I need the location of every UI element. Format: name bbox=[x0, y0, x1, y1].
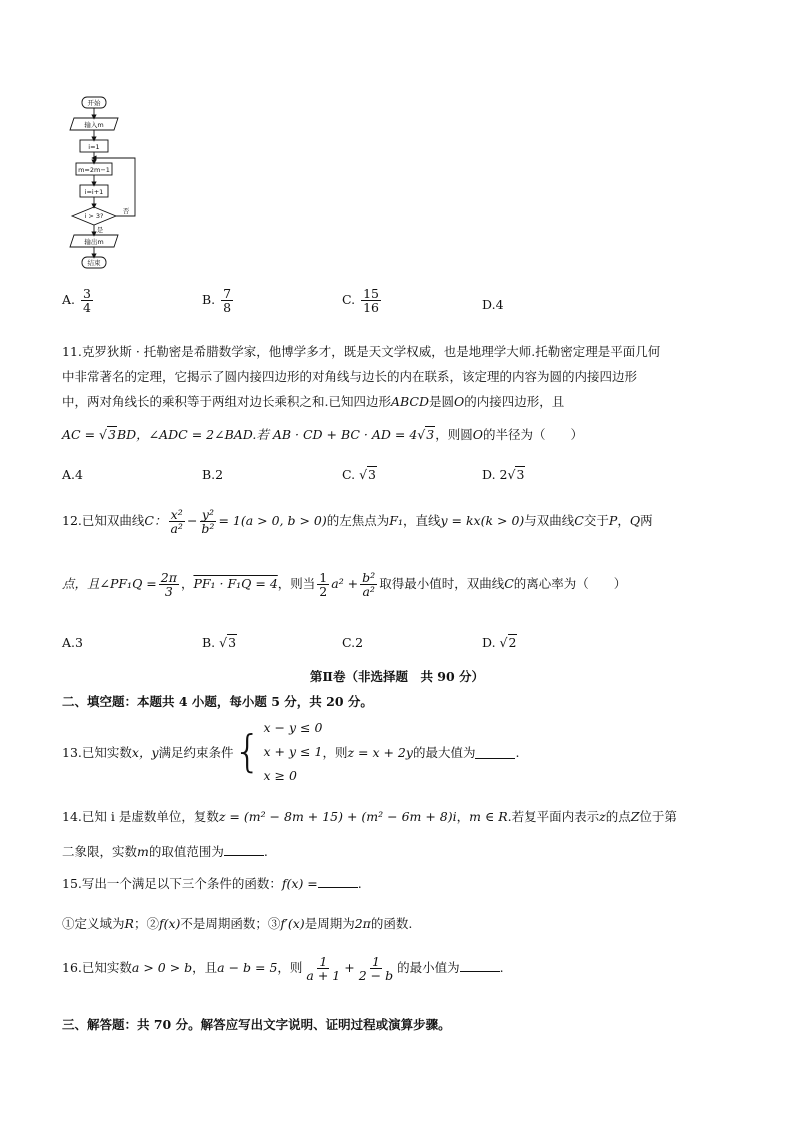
math: AC = bbox=[62, 427, 100, 442]
text: 的内接四边形，且 bbox=[464, 394, 565, 409]
option-value: 4 bbox=[495, 297, 504, 312]
q11-line1: 11.克罗狄斯 · 托勒密是希腊数学家，他博学多才，既是天文学权威，也是地理学大师.托勒密定理是平面几何 bbox=[62, 344, 661, 359]
frac-num: 3 bbox=[83, 286, 91, 301]
q11-option-c: C. √3 bbox=[342, 467, 376, 482]
frac-num: 7 bbox=[223, 286, 232, 301]
q11-line4: AC = √3BD，∠ADC = 2∠BAD.若 AB · CD + BC · AD = 4√3，则圆O的半径为（ ） bbox=[62, 427, 583, 442]
section3-heading: 三、解答题：共 70 分。解答应写出文字说明、证明过程或演算步骤。 bbox=[62, 1017, 451, 1032]
frac-den: 16 bbox=[363, 300, 379, 316]
frac-den: 4 bbox=[83, 300, 91, 316]
flow-no-text: 否 bbox=[122, 207, 130, 215]
q15-line1: 15.写出一个满足以下三个条件的函数：f(x) = . bbox=[62, 876, 362, 891]
flow-init-text: i=1 bbox=[88, 143, 100, 151]
q14-line2: 二象限，实数m的取值范围为 . bbox=[62, 844, 268, 859]
flow-start-text: 开始 bbox=[87, 99, 101, 107]
q12-option-a: A.3 bbox=[62, 635, 83, 650]
flow-input-text: 输入m bbox=[84, 121, 104, 129]
q13: 13.已知实数 x，y 满足约束条件 { x − y ≤ 0 x + y ≤ 1 x ≥ 0 ，则 z = x + 2y 的最大值为 . bbox=[62, 720, 520, 783]
math: O bbox=[472, 427, 483, 442]
q10-option-b bbox=[202, 287, 235, 314]
flow-update-i-text: i=i+1 bbox=[84, 188, 104, 196]
blank bbox=[475, 746, 515, 759]
q11-option-d: D. 2√3 bbox=[482, 467, 525, 482]
blank bbox=[224, 843, 264, 856]
q10-option-a bbox=[62, 287, 95, 314]
q12-line2: 点，且∠PF₁Q = $\frac{2\pi}{3}$ ，PF₁ · F₁Q = 4，则当 $\frac{1}{2}$ a² + $\frac{\text{b²}}{\text{a²}}$ 取得最小值时，双曲线C的离心率为（ ） bbox=[62, 570, 627, 600]
option-label: B. bbox=[202, 292, 216, 308]
math: ABCD bbox=[390, 394, 430, 409]
option-label: C. bbox=[342, 292, 356, 308]
q10-option-d bbox=[482, 297, 504, 312]
q15-line2: ①定义域为R；②f(x)不是周期函数；③f′(x)是周期为2π的函数. bbox=[62, 916, 413, 931]
section2-heading: 二、填空题：本题共 4 小题，每小题 5 分，共 20 分。 bbox=[62, 694, 373, 709]
q11-line3 bbox=[62, 392, 564, 410]
math: O bbox=[454, 394, 465, 409]
option-label: D. bbox=[482, 297, 496, 312]
flow-update-m-text: m=2m−1 bbox=[78, 166, 110, 174]
flow-yes-text: 是 bbox=[96, 226, 104, 234]
q10-option-c bbox=[342, 287, 383, 314]
frac-num: 15 bbox=[363, 286, 379, 301]
q11-line2: 中非常著名的定理，它揭示了圆内接四边形的对角线与边长的内在联系，该定理的内容为圆的内接四边形 bbox=[62, 369, 638, 384]
flow-output-text: 输出m bbox=[84, 238, 104, 246]
flow-end-text: 结束 bbox=[87, 259, 101, 267]
q14-line1: 14.已知 i 是虚数单位，复数z = (m² − 8m + 15) + (m² − 6m + 8)i，m ∈ R.若复平面内表示z的点Z位于第 bbox=[62, 809, 677, 824]
blank bbox=[318, 875, 358, 888]
text: ，则圆 bbox=[435, 427, 473, 442]
q11-option-b: B.2 bbox=[202, 467, 224, 482]
flowchart bbox=[60, 92, 150, 274]
sqrt-value: 3 bbox=[107, 427, 116, 442]
q12-line1: 12.已知双曲线C： $\frac{\text{x²}}{\text{a²}}$ − $\frac{\text{y²}}{\text{b²}}$ = 1(a > 0, b > 0)的左焦点为F₁，直线y = kx(k > 0)与双曲线C交于P，Q两 bbox=[62, 507, 653, 537]
q16: 16.已知实数a > 0 > b，且a − b = 5，则 $\frac{1}{a + 1}$ + $\frac{1}{2 - b}$ 的最小值为 . bbox=[62, 954, 504, 984]
sqrt-value: 3 bbox=[426, 427, 435, 442]
option-label: A. bbox=[62, 292, 76, 308]
text: 中，两对角线长的乘积等于两组对边长乘积之和.已知四边形 bbox=[62, 394, 391, 409]
part2-title: 第Ⅱ卷（非选择题 共 90 分） bbox=[309, 669, 485, 684]
text: 是圆 bbox=[429, 394, 455, 409]
blank bbox=[460, 959, 500, 972]
flow-condition-text: i > 3? bbox=[84, 212, 104, 220]
q12-option-b: B. √3 bbox=[202, 635, 237, 650]
frac-den: 8 bbox=[223, 300, 232, 316]
math: BD，∠ADC = 2∠BAD.若 AB · CD + BC · AD = 4 bbox=[116, 427, 418, 442]
q12-option-d: D. √2 bbox=[482, 635, 517, 650]
q11-option-a: A.4 bbox=[62, 467, 83, 482]
q12-option-c: C.2 bbox=[342, 635, 364, 650]
text: 的半径为（ ） bbox=[482, 427, 583, 442]
